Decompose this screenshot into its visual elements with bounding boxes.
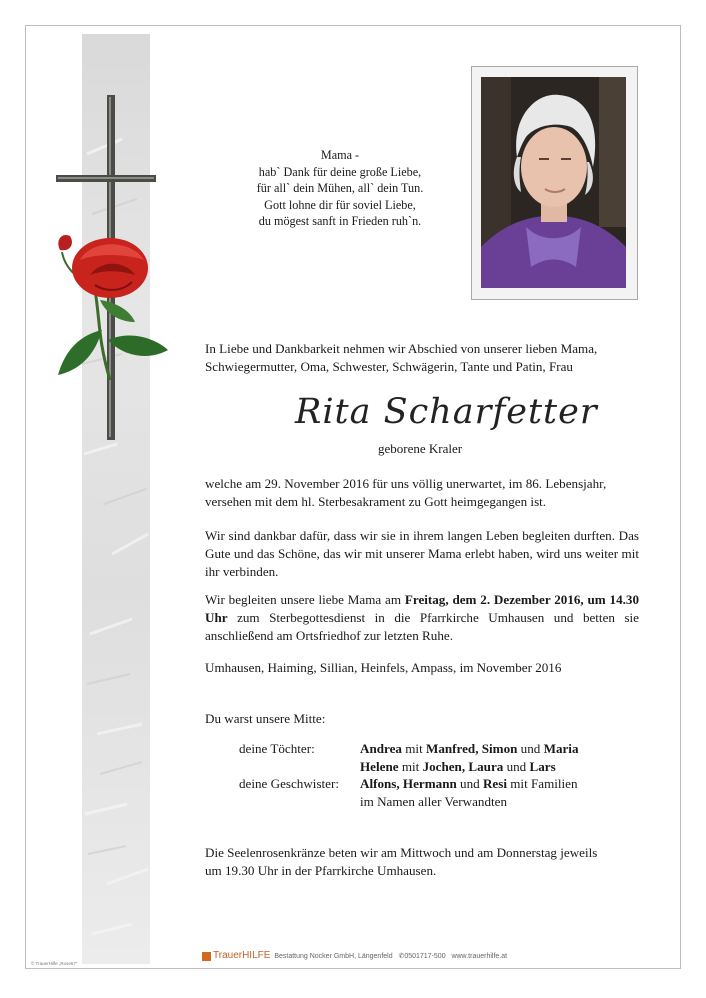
trauerhilfe-logo-icon <box>202 952 211 961</box>
brand-name: TrauerHILFE <box>213 950 271 961</box>
memorial-poem <box>200 147 480 230</box>
places-line: Umhausen, Haiming, Sillian, Heinfels, Ampass, im November 2016 <box>205 660 562 675</box>
family-connector: und <box>503 759 530 774</box>
relatives-line: im Namen aller Verwandten <box>360 794 508 809</box>
intro-line: In Liebe und Dankbarkeit nehmen wir Abschied von unserer lieben Mama, <box>205 341 598 356</box>
funeral-text: zum Sterbegottesdienst in die Pfarrkirche Umhausen und betten sie anschließend am Ortsfriedhof zur letzten Ruhe. <box>205 610 639 643</box>
funeral-text: Wir begleiten unsere liebe Mama am <box>205 592 405 607</box>
family-name: Maria <box>543 741 579 756</box>
passing-line: versehen mit dem hl. Sterbesakrament zu Gott heimgegangen ist. <box>205 494 547 509</box>
intro-line: Schwiegermutter, Oma, Schwester, Schwägerin, Tante und Patin, Frau <box>205 359 573 374</box>
siblings-line <box>360 776 578 792</box>
family-name: Helene <box>360 759 399 774</box>
family-connector: und <box>456 776 483 791</box>
intro-paragraph <box>205 340 639 376</box>
deceased-name: Rita Scharfetter <box>295 392 598 432</box>
poem-line: Mama - <box>320 148 360 162</box>
funeral-paragraph <box>205 591 639 645</box>
company-name: Bestattung Nocker GmbH, Längenfeld <box>274 953 393 960</box>
passing-line: welche am 29. November 2016 für uns völlig unerwartet, im 86. Lebensjahr, <box>205 476 607 491</box>
siblings-label: deine Geschwister: <box>239 776 339 791</box>
birth-name: geborene Kraler <box>378 441 463 456</box>
phone-number: 0501717-500 <box>404 953 446 960</box>
family-name: Andrea <box>360 741 402 756</box>
family-connector: mit Familien <box>506 776 578 791</box>
daughters-line <box>360 741 579 757</box>
family-name: Resi <box>482 776 507 791</box>
family-connector: und <box>517 741 544 756</box>
family-name: Jochen, Laura <box>422 759 504 774</box>
poem-line: für all` dein Mühen, all` dein Tun. <box>256 181 424 195</box>
rosary-line: Die Seelenrosenkränze beten wir am Mittwoch und am Donnerstag jeweils <box>205 845 598 860</box>
phone-icon: ✆ <box>398 953 405 960</box>
rosary-paragraph <box>205 844 639 880</box>
family-connector: mit <box>398 759 423 774</box>
funeral-date: Freitag, dem 2. Dezember 2016, um 14.30 Uhr <box>205 592 640 625</box>
poem-line: du mögest sanft in Frieden ruh`n. <box>258 214 422 228</box>
gratitude-paragraph: Wir sind dankbar dafür, dass wir sie in ihrem langen Leben begleiten durften. Das Gute und das Schöne, das wir mit unserer Mama erlebt haben, wird uns weiter mit ihr verbinden. <box>205 528 639 579</box>
family-name: Manfred, Simon <box>425 741 518 756</box>
family-name: Alfons, Hermann <box>360 776 457 791</box>
passing-paragraph <box>205 475 639 511</box>
poem-line: Gott lohne dir für soviel Liebe, <box>264 197 416 212</box>
daughters-line <box>360 759 556 775</box>
family-connector: mit <box>401 741 426 756</box>
rosary-line: um 19.30 Uhr in der Pfarrkirche Umhausen. <box>205 863 437 878</box>
footer <box>202 950 507 961</box>
center-heading: Du warst unsere Mitte: <box>205 711 326 726</box>
rose-icon <box>40 230 175 390</box>
website-link[interactable]: www.trauerhilfe.at <box>451 953 508 960</box>
daughters-label: deine Töchter: <box>239 741 315 756</box>
poem-line: hab` Dank für deine große Liebe, <box>258 164 422 179</box>
family-name: Lars <box>529 759 556 774</box>
copyright-note: © TrauerHilfe „Rose67“ <box>31 961 78 966</box>
portrait-photo <box>481 77 626 288</box>
